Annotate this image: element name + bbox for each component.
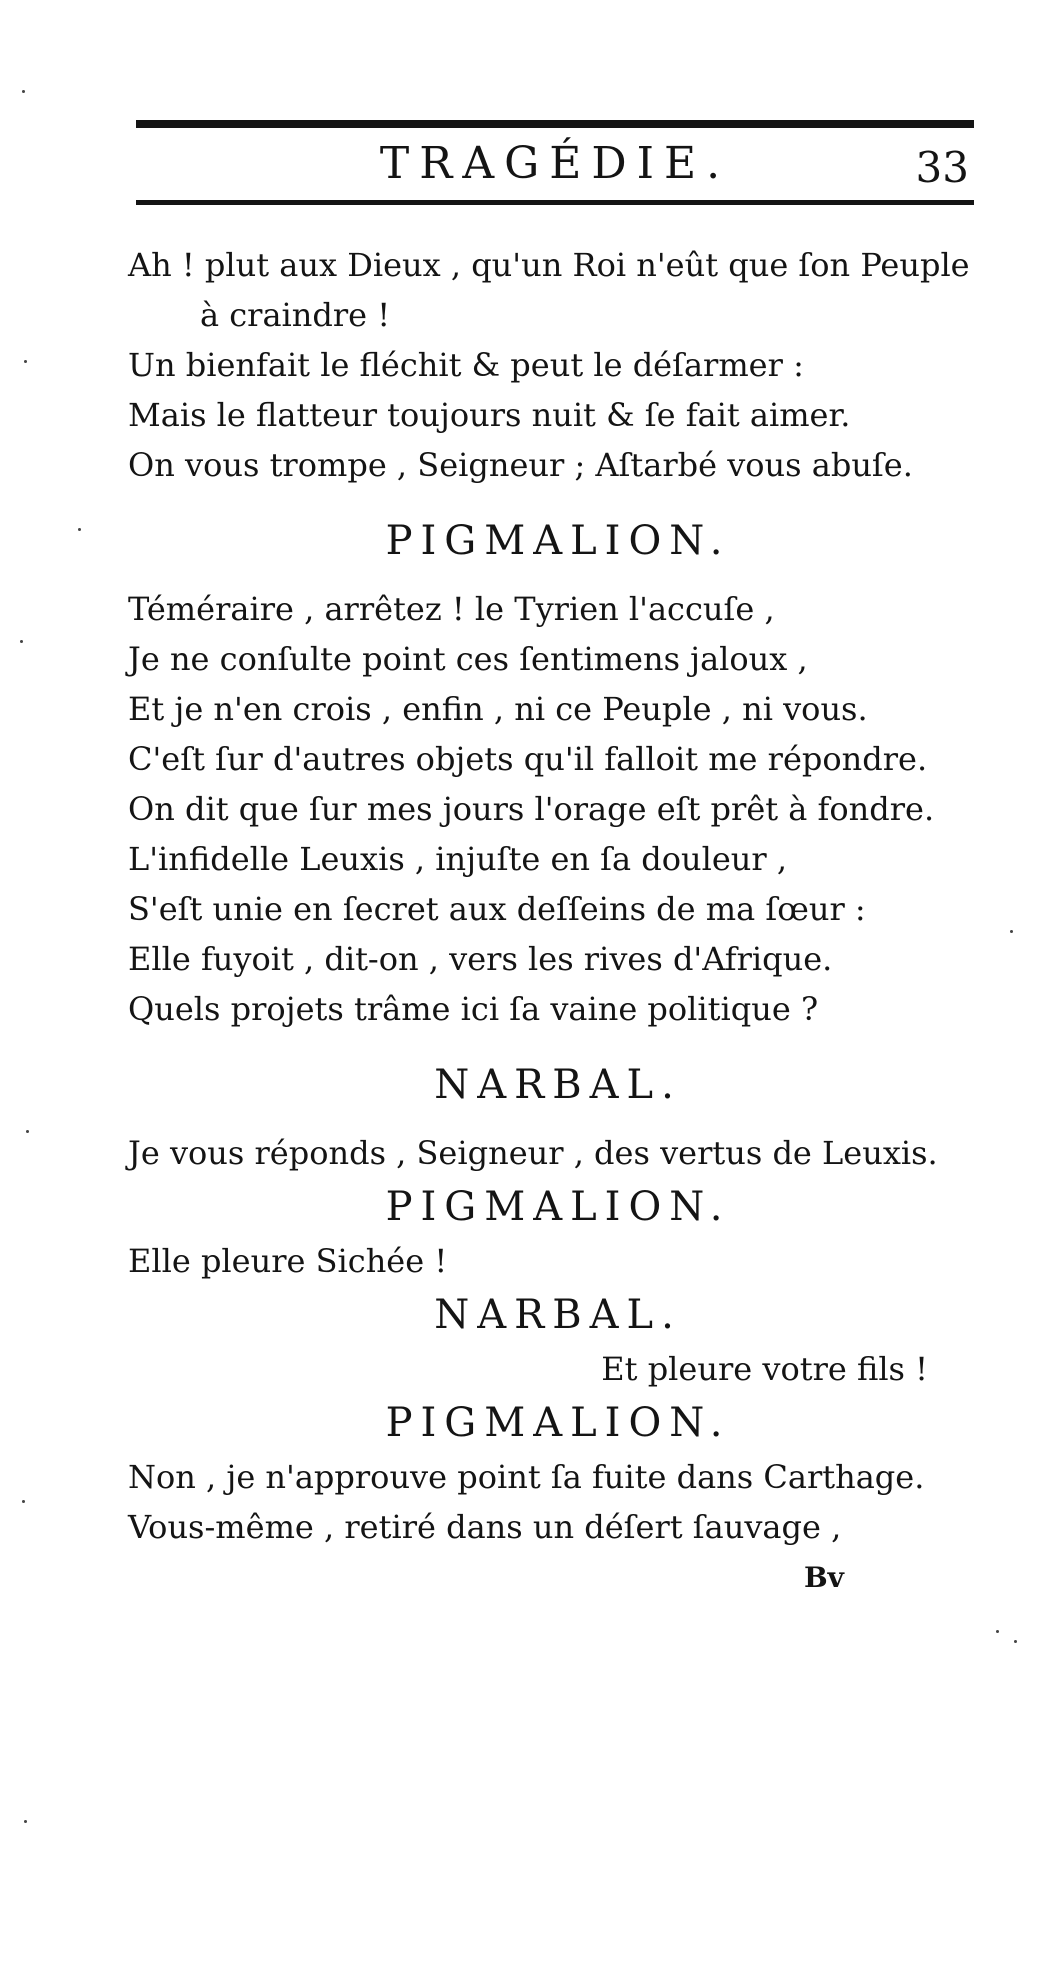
page-number: 33	[915, 143, 969, 192]
speaker-name: PIGMALION.	[385, 518, 731, 564]
verse-line: Ah ! plut aux Dieux , qu'un Roi n'eût que ſon Peuple	[128, 246, 970, 284]
running-title: TRAGÉDIE.	[379, 138, 731, 189]
paper-speck	[22, 1500, 25, 1503]
verse-line: Elle fuyoit , dit-on , vers les rives d'Afrique.	[128, 940, 833, 978]
verse-line: S'eſt unie en ſecret aux deſſeins de ma ſœur :	[128, 890, 866, 928]
verse-line: Quels projets trâme ici ſa vaine politique ?	[128, 990, 819, 1028]
speaker-name: NARBAL.	[434, 1062, 682, 1108]
verse-line: Vous-même , retiré dans un déſert ſauvage ,	[128, 1508, 842, 1546]
verse-line: Je vous réponds , Seigneur , des vertus de Leuxis.	[128, 1134, 938, 1172]
play-text	[128, 240, 988, 1552]
paper-speck	[1010, 930, 1013, 933]
verse-line: On dit que ſur mes jours l'orage eſt prêt à fondre.	[128, 790, 935, 828]
speaker-name: NARBAL.	[434, 1292, 682, 1338]
paper-speck	[1014, 1640, 1017, 1643]
verse-line-continuation: à craindre !	[200, 296, 391, 334]
verse-line: Je ne conſulte point ces ſentimens jaloux ,	[128, 640, 808, 678]
paper-speck	[996, 1630, 999, 1633]
paper-speck	[78, 528, 81, 531]
verse-line: Téméraire , arrêtez ! le Tyrien l'accuſe ,	[128, 590, 775, 628]
verse-line: Un bienfait le fléchit & peut le déſarmer :	[128, 346, 804, 384]
paper-speck	[20, 640, 23, 643]
speaker-name: PIGMALION.	[385, 1184, 731, 1230]
verse-line: Elle pleure Sichée !	[128, 1242, 448, 1280]
verse-line: Non , je n'approuve point ſa fuite dans Carthage.	[128, 1458, 925, 1496]
verse-line: Et je n'en crois , enfin , ni ce Peuple , ni vous.	[128, 690, 868, 728]
verse-line: C'eſt ſur d'autres objets qu'il falloit me répondre.	[128, 740, 928, 778]
paper-speck	[24, 360, 27, 363]
verse-line: L'infidelle Leuxis , injuſte en ſa douleur ,	[128, 840, 788, 878]
printer-signature: Bv	[804, 1561, 844, 1594]
header-rule-bottom	[136, 200, 974, 205]
speaker-name: PIGMALION.	[385, 1400, 731, 1446]
verse-line: On vous trompe , Seigneur ; Aſtarbé vous abuſe.	[128, 446, 913, 484]
paper-speck	[26, 1130, 29, 1133]
verse-line-right: Et pleure votre fils !	[601, 1350, 928, 1388]
paper-speck	[22, 90, 25, 93]
paper-speck	[24, 1820, 27, 1823]
verse-line: Mais le flatteur toujours nuit & ſe fait aimer.	[128, 396, 851, 434]
header-rule-top	[136, 120, 974, 128]
